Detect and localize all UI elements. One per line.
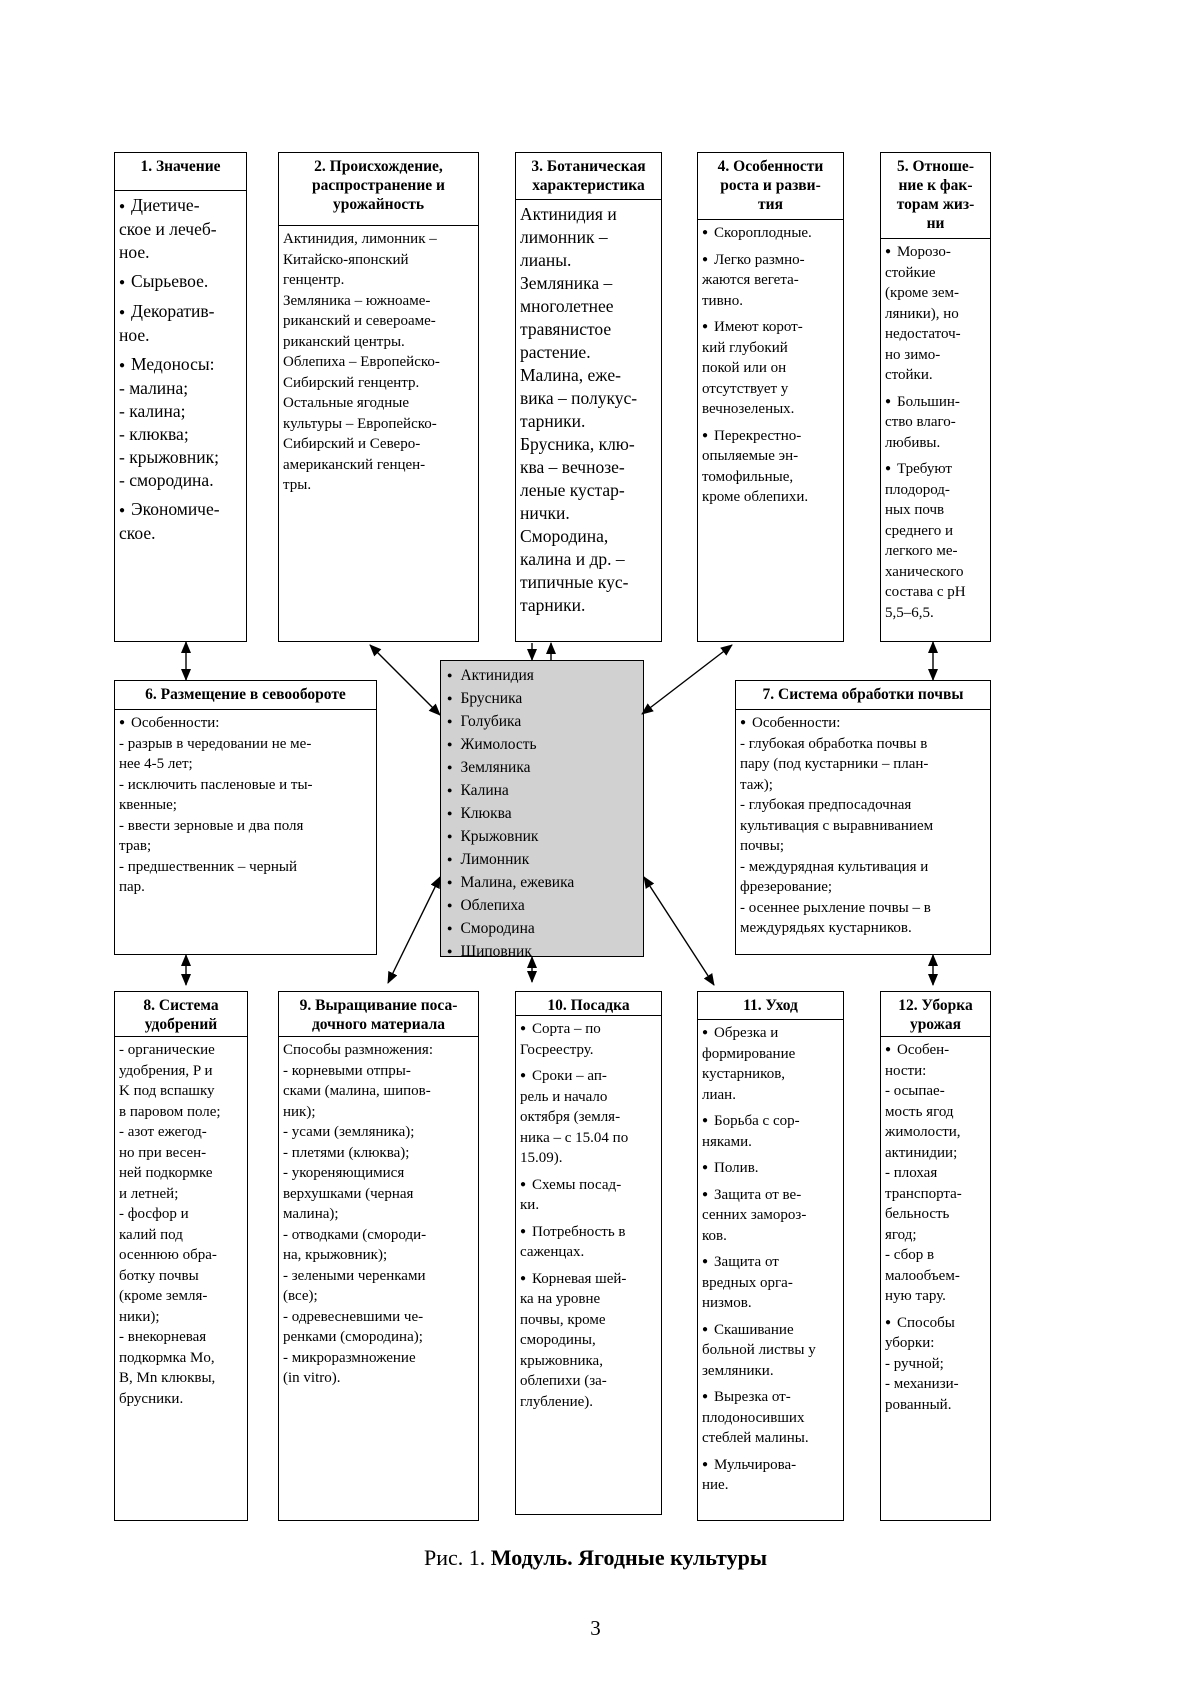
content-line: ней подкормке xyxy=(119,1165,213,1181)
content-line: опыляемые эн- xyxy=(702,448,799,464)
content-line: американский генцен- xyxy=(283,456,426,473)
content-line: октября (земля- xyxy=(520,1109,621,1125)
crop-item: ● Крыжовник xyxy=(447,825,637,848)
crop-item: ● Голубика xyxy=(447,710,637,733)
content-line: - крыжовник; xyxy=(119,447,219,467)
content-line: сенних замороз- xyxy=(702,1207,807,1223)
content-line: Госреестру. xyxy=(520,1041,594,1058)
content-line: ● Имеют корот- xyxy=(702,317,839,338)
content-line: состава с pH xyxy=(885,584,966,600)
content-line: земляники. xyxy=(702,1362,774,1379)
crop-item: ● Земляника xyxy=(447,756,637,779)
content-line: недостаточ- xyxy=(885,326,961,342)
content-line: подкормка Mo, xyxy=(119,1349,215,1366)
title-line: 5. Отноше- xyxy=(897,158,974,175)
title-line: дочного материала xyxy=(311,1016,446,1033)
title-line: 9. Выращивание поса- xyxy=(299,997,458,1014)
content-line: 15.09). xyxy=(520,1150,563,1166)
content-line: брусники. xyxy=(119,1390,184,1407)
content-line: калина и др. – xyxy=(520,549,625,569)
crop-item: ● Актинидия xyxy=(447,664,637,687)
content-line: ское и лечеб- xyxy=(119,219,217,239)
content-line: осеннюю обра- xyxy=(119,1247,217,1263)
content-line: почвы; xyxy=(740,838,785,854)
content-line: Остальные ягодные xyxy=(283,395,409,411)
content-line: растение. xyxy=(520,342,591,362)
content-line: ● Способы xyxy=(885,1313,986,1334)
content-line: нички. xyxy=(520,503,570,523)
title-line: характеристика xyxy=(532,177,645,194)
content-line: - органические xyxy=(119,1042,215,1058)
title-line: 6. Размещение в севообороте xyxy=(145,686,346,703)
content-line: тарники. xyxy=(520,595,586,615)
content-line: ● Защита от xyxy=(702,1252,839,1273)
content-line: ● Борьба с сор- xyxy=(702,1111,839,1132)
caption-title: Модуль. Ягодные культуры xyxy=(490,1545,767,1570)
content-line: пар. xyxy=(119,879,145,895)
content-line: ● Мульчирова- xyxy=(702,1455,839,1476)
title-line: распространение и xyxy=(312,177,445,194)
content-line: смородины, xyxy=(520,1332,596,1348)
content-line: Земляника – xyxy=(520,273,613,293)
title-line: 12. Уборка xyxy=(898,997,973,1014)
content-line: ● Легко размно- xyxy=(702,250,839,271)
content-line: ● Декоратив- xyxy=(119,300,242,324)
content-line: но при весен- xyxy=(119,1144,207,1161)
content-line: вечнозеленых. xyxy=(702,401,795,417)
content-line: ное. xyxy=(119,242,150,262)
content-line: Сибирский и Северо- xyxy=(283,436,421,452)
arrow-b2-center xyxy=(370,645,440,715)
content-line: вика – полукус- xyxy=(520,388,638,408)
content-line: глубление). xyxy=(520,1393,594,1410)
content-line: ка на уровне xyxy=(520,1291,601,1307)
content-line: стойкие xyxy=(885,264,936,281)
content-line: ягод; xyxy=(885,1226,917,1243)
content-line: Способы размножения: xyxy=(283,1042,433,1058)
content-line: ние. xyxy=(702,1477,729,1493)
content-line: кустарников, xyxy=(702,1066,786,1082)
content-line: (кроме зем- xyxy=(885,285,959,301)
content-line: ● Особенности: xyxy=(740,713,986,734)
content-line: легкого ме- xyxy=(885,543,958,559)
content-line: саженцах. xyxy=(520,1244,585,1260)
content-line: низмов. xyxy=(702,1295,752,1311)
content-line: ● Сроки – ап- xyxy=(520,1066,657,1087)
content-line: - калина; xyxy=(119,401,186,421)
content-line: - смородина. xyxy=(119,470,214,490)
content-line: нее 4-5 лет; xyxy=(119,756,193,772)
content-line: в паровом поле; xyxy=(119,1103,221,1120)
content-line: риканский центры. xyxy=(283,333,405,350)
content-line: Малина, ежe- xyxy=(520,365,621,385)
content-line: - внекорневая xyxy=(119,1329,207,1345)
content-line: Смородина, xyxy=(520,526,609,546)
title-line: 11. Уход xyxy=(743,997,798,1014)
content-line: любивы. xyxy=(885,434,941,451)
content-line: почвы, кроме xyxy=(520,1311,606,1328)
content-line: Облепиха – Европейско- xyxy=(283,354,440,370)
content-line: ники); xyxy=(119,1308,160,1325)
content-line: (все); xyxy=(283,1288,318,1304)
title-line: торам жиз- xyxy=(896,196,975,213)
title-line: 2. Происхождение, xyxy=(314,158,443,175)
content-line: ● Вырезка от- xyxy=(702,1387,839,1408)
content-line: - малина; xyxy=(119,378,189,398)
content-line: - одревесневшими че- xyxy=(283,1308,424,1325)
content-line: - междурядная культивация и xyxy=(740,858,929,875)
content-line: - усами (земляника); xyxy=(283,1124,415,1140)
content-line: ● Скороплодные. xyxy=(702,223,839,244)
content-line: актинидии; xyxy=(885,1144,958,1161)
content-line: транспорта- xyxy=(885,1185,962,1202)
content-line: ботку почвы xyxy=(119,1267,199,1284)
content-line: тарники. xyxy=(520,411,586,431)
content-line: квенные; xyxy=(119,797,177,813)
content-line: на, крыжовник); xyxy=(283,1247,388,1263)
content-line: Брусника, клю- xyxy=(520,434,635,454)
content-line: тры. xyxy=(283,477,312,493)
content-line: ● Сырьевое. xyxy=(119,270,242,294)
content-line: - ручной; xyxy=(885,1355,944,1372)
content-line: больной листвы у xyxy=(702,1342,816,1358)
content-line: пару (под кустарники – план- xyxy=(740,756,929,772)
content-line: покой или он xyxy=(702,360,787,376)
content-line: - корневыми отпры- xyxy=(283,1062,411,1079)
content-line: ● Медоносы: xyxy=(119,353,242,377)
content-line: травянистое xyxy=(520,319,612,339)
content-line: сками (малина, шипов- xyxy=(283,1083,431,1099)
content-line: фрезерование; xyxy=(740,879,833,895)
crop-item: ● Калина xyxy=(447,779,637,802)
content-line: малина); xyxy=(283,1206,339,1222)
content-line: - клюква; xyxy=(119,424,189,444)
content-line: вредных орга- xyxy=(702,1274,793,1291)
content-line: малообъем- xyxy=(885,1267,960,1284)
content-line: леные кустар- xyxy=(520,480,625,500)
content-line: ● Особенности: xyxy=(119,713,372,734)
title-line: ни xyxy=(926,215,945,232)
title-line: 4. Особенности xyxy=(717,158,824,175)
content-line: Сибирский генцентр. xyxy=(283,374,420,391)
content-line: ство влаго- xyxy=(885,414,956,430)
content-line: ● Требуют xyxy=(885,459,986,480)
content-line: стойки. xyxy=(885,367,933,383)
content-line: - разрыв в чередовании не ме- xyxy=(119,735,312,752)
content-line: ника – с 15.04 по xyxy=(520,1129,629,1146)
content-line: ное. xyxy=(119,325,150,345)
content-line: верхушками (черная xyxy=(283,1185,414,1202)
content-line: типичные кус- xyxy=(520,572,629,592)
content-line: крыжовника, xyxy=(520,1352,603,1369)
content-line: ки. xyxy=(520,1197,540,1213)
content-line: - азот ежегод- xyxy=(119,1124,207,1140)
content-line: но зимо- xyxy=(885,346,941,363)
content-line: ● Обрезка и xyxy=(702,1023,839,1044)
content-line: рованный. xyxy=(885,1396,952,1413)
content-line: ности: xyxy=(885,1062,927,1079)
content-line: - предшественник – черный xyxy=(119,858,298,875)
content-line: Актинидия и xyxy=(520,204,617,224)
page-number: 3 xyxy=(590,1616,601,1640)
content-line: - глубокая обработка почвы в xyxy=(740,735,928,752)
content-line: - осеннее рыхление почвы – в xyxy=(740,899,931,916)
content-line: ● Большин- xyxy=(885,392,986,413)
content-line: генцентр. xyxy=(283,272,345,288)
content-line: - исключить пасленовые и ты- xyxy=(119,776,313,793)
arrow-b9-center xyxy=(388,877,440,983)
content-line: таж); xyxy=(740,776,773,793)
content-line: ● Корневая шей- xyxy=(520,1269,657,1290)
content-line: лимонник – xyxy=(520,227,608,247)
content-line: уборки: xyxy=(885,1335,935,1351)
crop-item: ● Клюква xyxy=(447,802,637,825)
content-line: 5,5–6,5. xyxy=(885,604,934,621)
content-line: калий под xyxy=(119,1226,183,1243)
content-line: - укореняющимися xyxy=(283,1165,405,1181)
content-line: облепихи (за- xyxy=(520,1373,607,1389)
content-line: ● Скашивание xyxy=(702,1320,839,1341)
content-line: рель и начало xyxy=(520,1088,608,1105)
content-line: томофильные, xyxy=(702,468,794,485)
content-line: культуры – Европейско- xyxy=(283,415,437,432)
content-line: ● Схемы посад- xyxy=(520,1175,657,1196)
title-line: 3. Ботаническая xyxy=(531,158,646,175)
content-line: ское. xyxy=(119,523,156,543)
content-line: ● Особен- xyxy=(885,1040,986,1061)
caption-prefix: Рис. 1. xyxy=(423,1545,486,1570)
content-line: бельность xyxy=(885,1206,950,1222)
content-line: Актинидия, лимонник – xyxy=(283,231,437,247)
content-line: - зелеными черенками xyxy=(283,1267,426,1284)
content-line: ● Сорта – по xyxy=(520,1019,657,1040)
content-line: формирование xyxy=(702,1045,796,1062)
figure-caption xyxy=(0,1545,1191,1571)
content-line: B, Mn клюквы, xyxy=(119,1370,216,1386)
content-line: отсутствует у xyxy=(702,380,789,397)
content-line: - ввести зерновые и два поля xyxy=(119,817,304,834)
content-line: кроме облепихи. xyxy=(702,489,809,505)
title-line: 7. Система обработки почвы xyxy=(762,686,964,703)
title-line: 8. Система xyxy=(143,997,219,1014)
arrow-b11-center xyxy=(644,877,714,985)
content-line: - плохая xyxy=(885,1165,938,1181)
content-line: ренками (смородина); xyxy=(283,1329,423,1345)
title-line: урожайность xyxy=(332,196,425,213)
crop-item: ● Брусника xyxy=(447,687,637,710)
content-line: междурядьях кустарников. xyxy=(740,920,912,936)
content-line: (кроме земля- xyxy=(119,1288,208,1304)
crop-item: ● Смородина xyxy=(447,917,637,940)
content-line: кий глубокий xyxy=(702,339,788,356)
content-line: - сбор в xyxy=(885,1247,935,1263)
crop-item: ● Лимонник xyxy=(447,848,637,871)
content-line: - плетями (клюква); xyxy=(283,1144,410,1161)
content-line: (in vitro). xyxy=(283,1370,341,1386)
title-line: роста и разви- xyxy=(720,177,821,194)
content-line: жаются вегета- xyxy=(702,272,799,288)
content-line: няками. xyxy=(702,1133,752,1150)
content-line: среднего и xyxy=(885,522,953,539)
title-line: 1. Значение xyxy=(140,158,221,175)
content-line: ● Защита от ве- xyxy=(702,1185,839,1206)
content-line: - отводками (смороди- xyxy=(283,1226,427,1243)
content-line: Земляника – южноаме- xyxy=(283,292,431,309)
content-line: трав; xyxy=(119,838,152,854)
content-line: стеблей малины. xyxy=(702,1430,809,1446)
content-line: ляники), но xyxy=(885,305,959,322)
content-line: ква – вечнозе- xyxy=(520,457,625,477)
content-line: - механизи- xyxy=(885,1376,959,1392)
content-line: ханического xyxy=(885,563,964,580)
content-line: ● Потребность в xyxy=(520,1222,657,1243)
content-line: ● Морозо- xyxy=(885,242,986,263)
content-line: риканский и североаме- xyxy=(283,313,436,329)
content-line: лиан. xyxy=(702,1086,736,1103)
crop-item: ● Малина, ежевика xyxy=(447,871,637,894)
crop-item: ● Жимолость xyxy=(447,733,637,756)
arrow-b4-center xyxy=(642,645,732,714)
content-line: и летней; xyxy=(119,1185,179,1202)
crop-item: ● Облепиха xyxy=(447,894,637,917)
content-line: ● Экономиче- xyxy=(119,498,242,522)
content-line: многолетнее xyxy=(520,296,614,316)
content-line: - фосфор и xyxy=(119,1206,189,1222)
content-line: - осыпае- xyxy=(885,1083,945,1099)
title-line: ние к фак- xyxy=(898,177,973,194)
content-line: Китайско-японский xyxy=(283,251,409,268)
content-line: ● Перекрестно- xyxy=(702,426,839,447)
content-line: тивно. xyxy=(702,292,743,309)
content-line: ● Полив. xyxy=(702,1158,839,1179)
content-line: ных почв xyxy=(885,502,945,518)
content-line: удобрения, P и xyxy=(119,1062,213,1079)
content-line: мость ягод xyxy=(885,1103,954,1120)
title-line: 10. Посадка xyxy=(547,997,630,1014)
content-line: культивация с выравниванием xyxy=(740,817,934,834)
content-line: жимолости, xyxy=(885,1124,961,1140)
content-line: ную тару. xyxy=(885,1288,946,1304)
content-line: ник); xyxy=(283,1103,316,1120)
content-line: лианы. xyxy=(520,250,572,270)
content-line: плодоносивших xyxy=(702,1409,805,1426)
title-line: тия xyxy=(758,196,783,213)
title-line: урожая xyxy=(909,1016,962,1033)
content-line: - микроразмножение xyxy=(283,1349,416,1366)
content-line: K под вспашку xyxy=(119,1083,215,1099)
content-line: ков. xyxy=(702,1227,727,1244)
content-line: - глубокая предпосадочная xyxy=(740,797,912,813)
title-line: удобрений xyxy=(144,1016,218,1033)
crop-item: ● Шиповник xyxy=(447,940,637,963)
content-line: ● Диетиче- xyxy=(119,194,242,218)
content-line: плодород- xyxy=(885,481,950,498)
